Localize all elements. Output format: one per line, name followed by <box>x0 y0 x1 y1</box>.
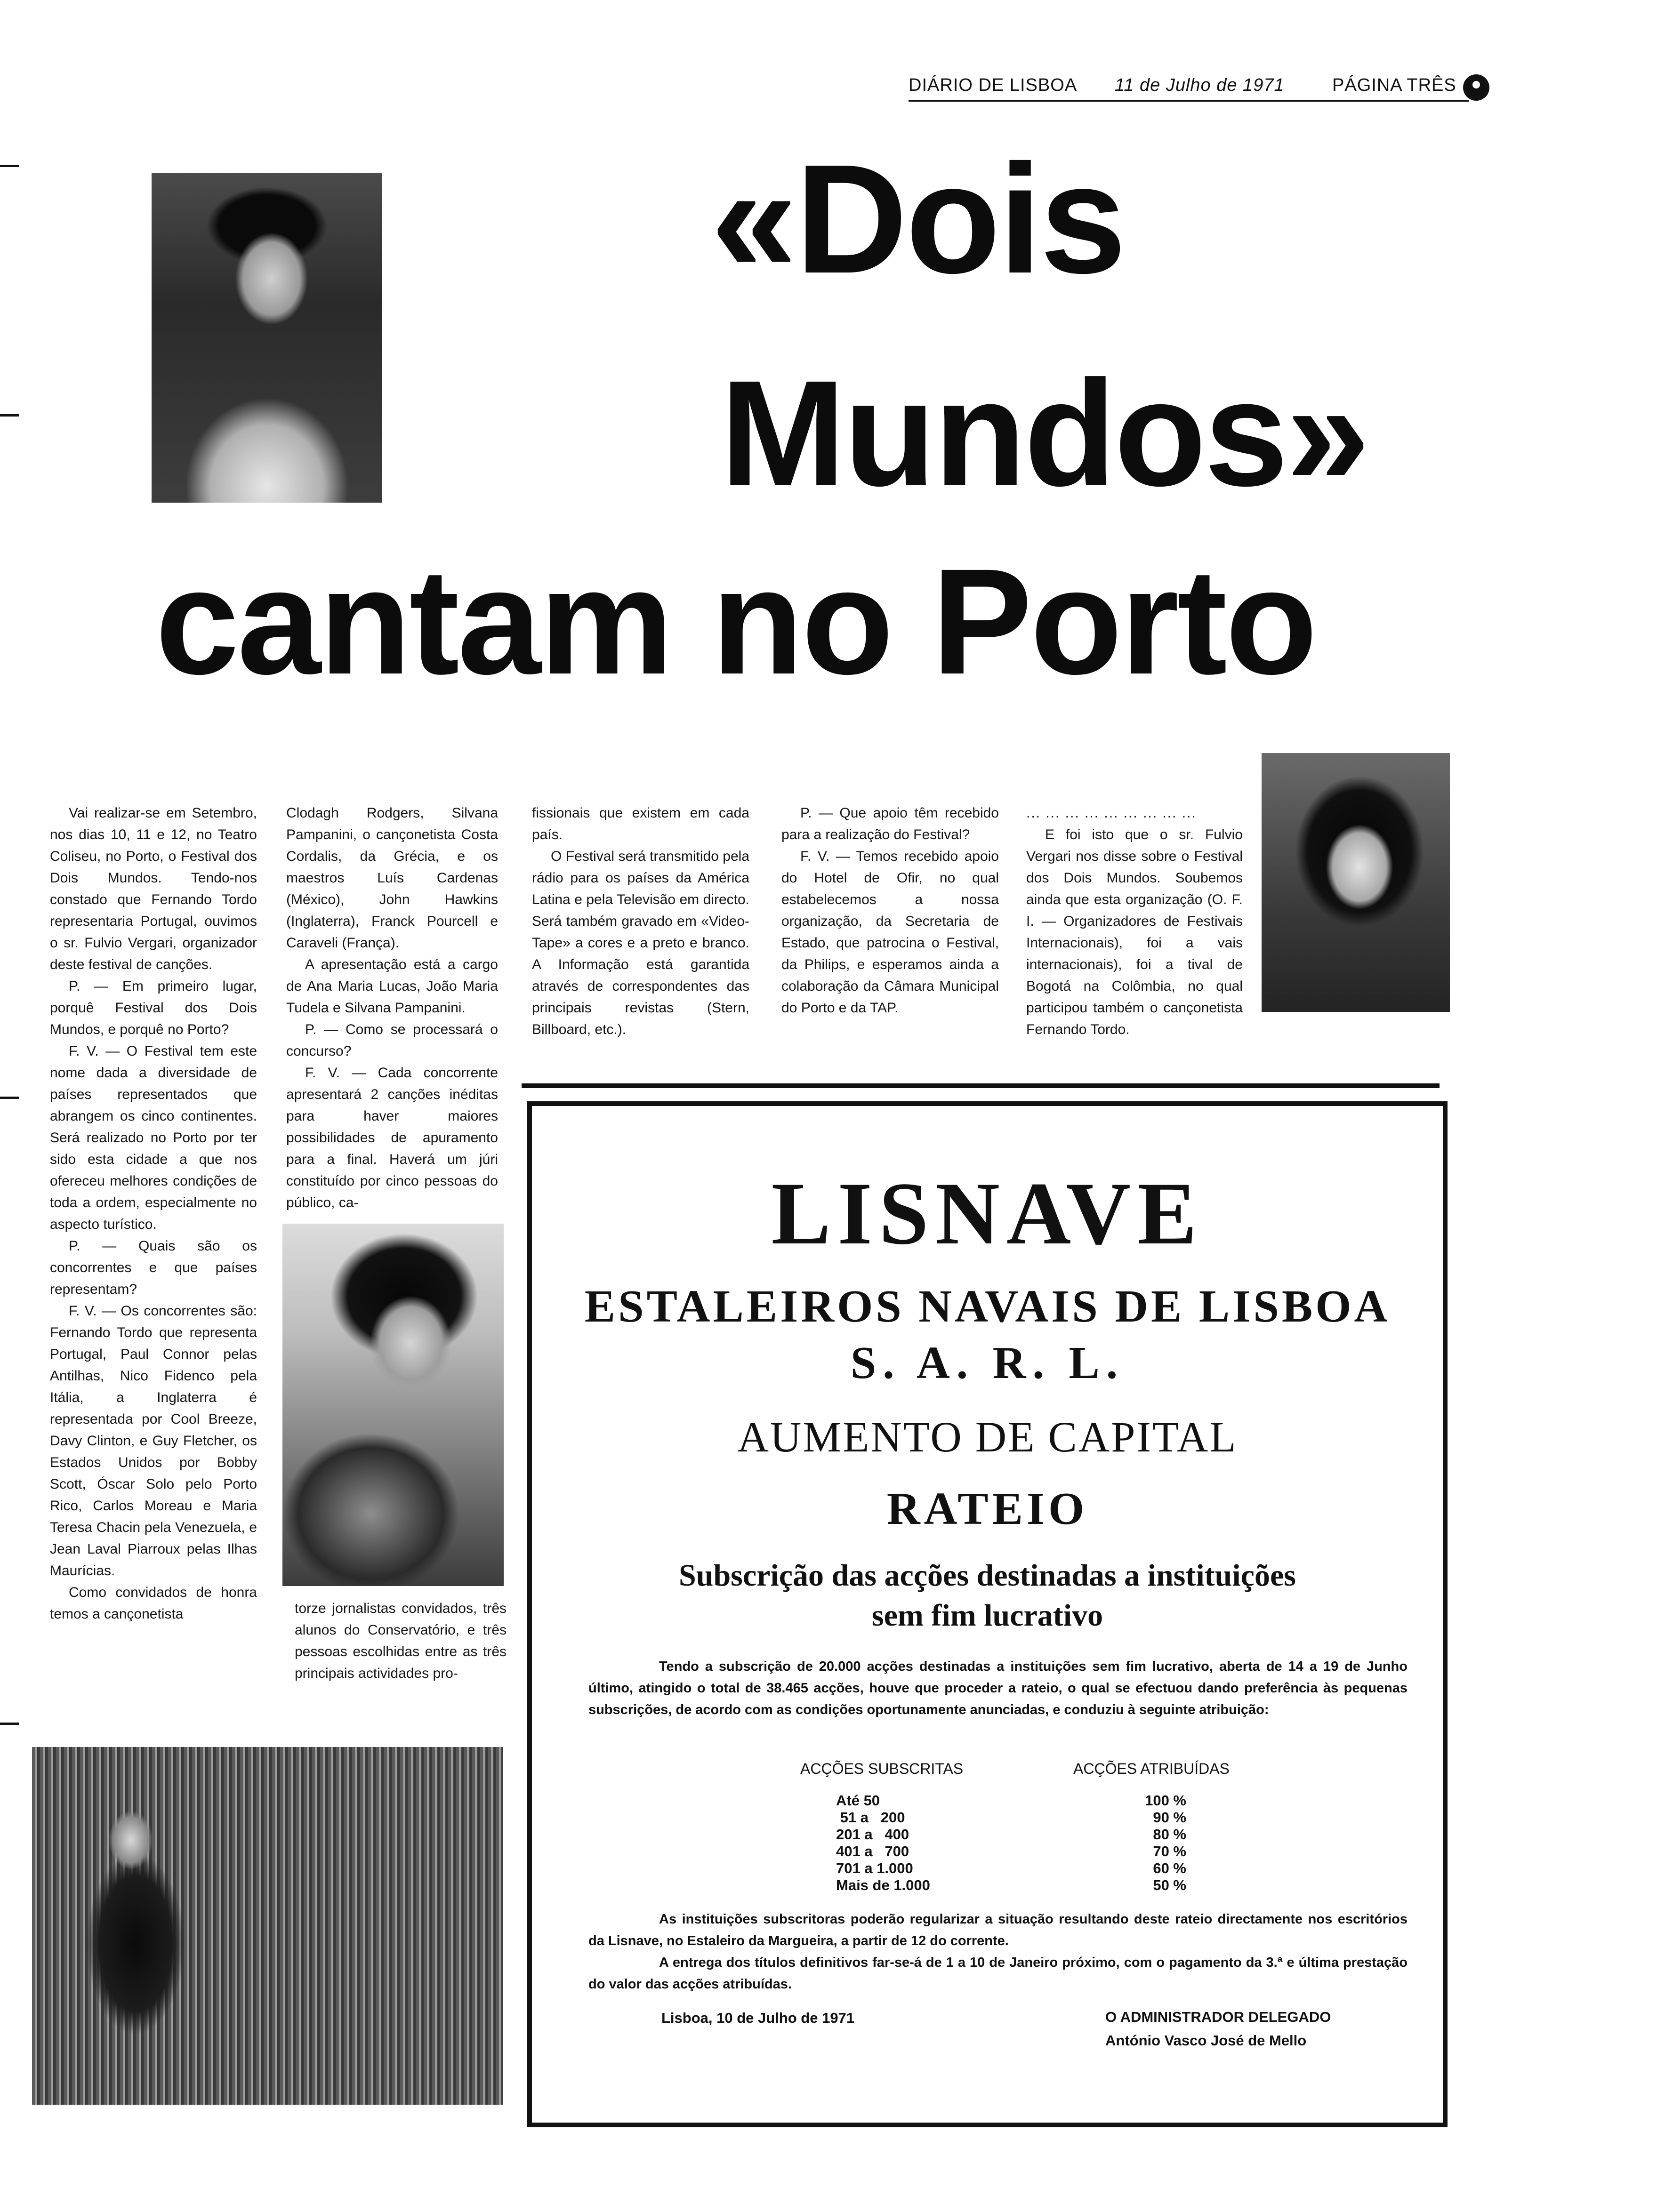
ad-closing-text <box>588 1908 1408 1995</box>
ad-company-type: S. A. R. L. <box>850 1338 1125 1388</box>
ad-title: LISNAVE <box>771 1164 1204 1263</box>
article-separator: ... ... ... ... ... ... ... ... ... <box>1026 805 1197 821</box>
ad-subject: AUMENTO DE CAPITAL <box>737 1413 1238 1461</box>
article-paragraph: Clodagh Rodgers, Silvana Pampanini, o cançonetista Costa Cordalis, da Grécia, e os maestros Luís Cardenas (México), John Hawkins (Inglaterra), Franck Pourcell e Caraveli (França). <box>286 805 498 951</box>
article-column-3 <box>532 802 749 1041</box>
article-paragraph: torze jornalistas convidados, três alunos do Conservatório, e três pessoas escolhidas entre as três principais actividades pro- <box>295 1601 507 1681</box>
table-header-allocated: ACÇÕES ATRIBUÍDAS <box>1073 1760 1230 1777</box>
table-header-subscribed: ACÇÕES SUBSCRITAS <box>800 1760 964 1777</box>
article-paragraph: Vai realizar-se em Setembro, nos dias 10, 11 e 12, no Teatro Coliseu, no Porto, o Festival dos Dois Mundos. Tendo-nos constado que Fernando Tordo representaria Portugal, ouvimos o sr. Fulvio Vergari, organizador deste festival de canções. <box>50 805 257 972</box>
ad-place-date: Lisboa, 10 de Julho de 1971 <box>661 2010 855 2026</box>
ad-paragraph: As instituições subscritoras poderão regularizar a situação resultando deste rateio directamente nos escritórios da Lisnave, no Estaleiro da Margueira, a partir de 12 do corrente. <box>588 1912 1408 1948</box>
page-label: PÁGINA TRÊS <box>1332 75 1456 95</box>
article-paragraph: fissionais que existem em cada país. <box>532 805 749 842</box>
article-column-2-continued <box>295 1598 507 1684</box>
article-column-4 <box>781 802 999 1019</box>
scan-margin-mark <box>0 1097 19 1099</box>
ad-paragraph: Tendo a subscrição de 20.000 acções destinadas a instituições sem fim lucrativo, aberta de 14 a 19 de Junho último, atingido o total de 38.465 acções, houve que proceder a rateio, o qual se efectuou dando preferência às pequenas subscrições, de acordo com as condições oportunamente anunciadas, e conduziu à seguinte atribuição: <box>588 1659 1408 1717</box>
article-paragraph: F. V. — O Festival tem este nome dada a diversidade de países representados que abrangem os cinco continentes. Será realizado no Porto por ter sido esta cidade a que nos ofereceu melhores condições de toda a ordem, especialmente no aspecto turístico. <box>50 1043 257 1232</box>
article-paragraph: F. V. — Os concorrentes são: Fernando Tordo que representa Portugal, Paul Connor pelas Antilhas, Nico Fidenco pela Itália, a Inglaterra é representada por Cool Breeze, Davy Clinton, e Guy Fletcher, os Estados Unidos por Bobby Scott, Óscar Solo pelo Porto Rico, Carlos Moreau e Maria Teresa Chacin pela Venezuela, e Jean Laval Piarroux pelas Ilhas Maurícias. <box>50 1303 257 1579</box>
table-percentages: 100 % 90 % 80 % 70 % 60 % 50 % <box>1145 1792 1186 1893</box>
ad-intro <box>588 1656 1408 1721</box>
issue-date: 11 de Julho de 1971 <box>1115 75 1285 95</box>
article-paragraph: Como convidados de honra temos a cançonetista <box>50 1585 257 1622</box>
headline-line-1: «Dois <box>711 132 1125 305</box>
header-rule <box>909 100 1469 102</box>
article-column-1 <box>50 802 257 1625</box>
article-paragraph: E foi isto que o sr. Fulvio Vergari nos disse sobre o Festival dos Dois Mundos. Soubemos ainda que esta organização (O. F. I. — Organizadores de Festivais Internacionais), foi a vais internacionais), foi a tival de Bogotá na Colômbia, no qual participou também o cançonetista Fernando Tordo. <box>1026 827 1243 1037</box>
article-paragraph: F. V. — Cada concorrente apresentará 2 canções inéditas para haver maiores possibilidades de apuramento para a final. Haverá um júri constituído por cinco pessoas do público, ca- <box>286 1065 498 1210</box>
scan-margin-mark <box>0 165 19 167</box>
article-paragraph: F. V. — Temos recebido apoio do Hotel de Ofir, no qual estabelecemos a nossa organização, da Secretaria de Estado, que patrocina o Festival, da Philips, e esperamos ainda a colaboração da Câmara Municipal do Porto e da TAP. <box>781 849 999 1016</box>
ad-rateio: RATEIO <box>886 1483 1088 1534</box>
article-paragraph: A apresentação está a cargo de Ana Maria Lucas, João Maria Tudela e Silvana Pampanini. <box>286 957 498 1016</box>
ad-top-rule <box>522 1083 1440 1088</box>
ad-paragraph: A entrega dos títulos definitivos far-se-á de 1 a 10 de Janeiro próximo, com o pagamento da 3.ª e última prestação do valor das acções atribuídas. <box>588 1955 1408 1992</box>
photo-man-smiling <box>282 1224 504 1586</box>
page-bullet-icon <box>1463 74 1489 101</box>
photo-woman-portrait <box>1262 753 1450 1012</box>
ad-signatory-name: António Vasco José de Mello <box>1105 2032 1307 2049</box>
ad-signatory-title: O ADMINISTRADOR DELEGADO <box>1105 2009 1331 2025</box>
article-paragraph: O Festival será transmitido pela rádio para os países da América Latina e pela Televisão em directo. Será também gravado em «Video-Tape» a cores e a preto e branco. A Informação está garantida através de correspondentes das principais revistas (Stern, Billboard, etc.). <box>532 849 749 1037</box>
article-paragraph: P. — Como se processará o concurso? <box>286 1022 498 1059</box>
scan-margin-mark <box>0 1723 19 1725</box>
scan-margin-mark <box>0 414 19 417</box>
headline-line-2: Mundos» <box>720 349 1368 517</box>
article-paragraph: P. — Em primeiro lugar, porquê Festival dos Dois Mundos, e porquê no Porto? <box>50 978 257 1037</box>
article-paragraph: P. — Quais são os concorrentes e que países representam? <box>50 1238 257 1297</box>
photo-stage-performance <box>32 1747 503 2105</box>
headline-line-3: cantam no Porto <box>155 537 1316 705</box>
article-paragraph: P. — Que apoio têm recebido para a realização do Festival? <box>781 805 999 842</box>
ad-subscription-line-1: Subscrição das acções destinadas a instituições <box>679 1558 1296 1593</box>
article-column-2 <box>286 802 498 1214</box>
table-ranges: Até 50 51 a 200 201 a 400 401 a 700 701 a 1.000 Mais de 1.000 <box>836 1792 930 1893</box>
ad-company-name: ESTALEIROS NAVAIS DE LISBOA <box>584 1281 1391 1332</box>
article-column-5 <box>1026 802 1243 1041</box>
photo-man-portrait <box>152 173 382 503</box>
newspaper-name: DIÁRIO DE LISBOA <box>909 75 1078 95</box>
ad-subscription-line-2: sem fim lucrativo <box>871 1598 1103 1633</box>
